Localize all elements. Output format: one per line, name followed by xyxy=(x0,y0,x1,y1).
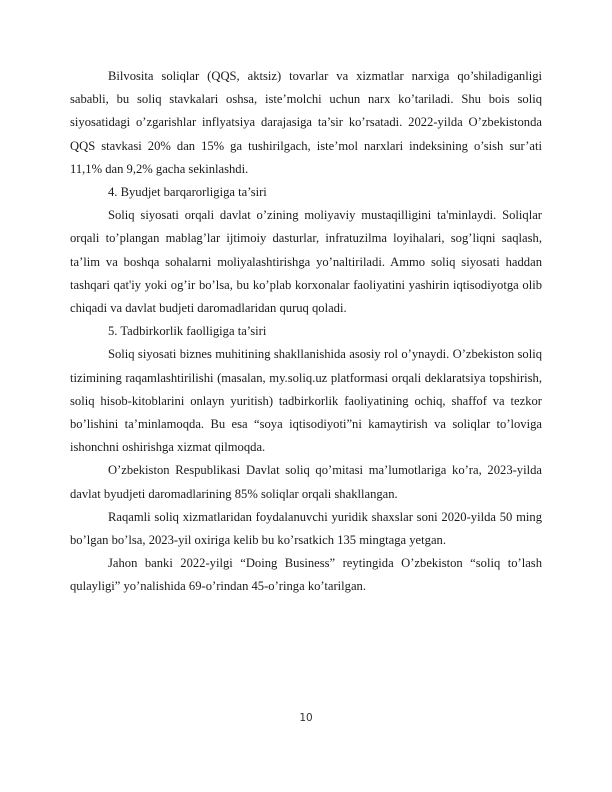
section-heading-entrepreneurship: 5. Tadbirkorlik faolligiga ta’siri xyxy=(108,324,267,339)
paragraph-tax-committee-data: O’zbekiston Respublikasi Davlat soliq qo’mitasi ma’lumotlariga ko’ra, 2023-yilda davlat byudjeti daromadlarining 85% soliqlar orqali shakllangan. xyxy=(70,463,542,501)
paragraph-digital-tax-services: Raqamli soliq xizmatlaridan foydalanuvchi yuridik shaxslar soni 2020-yilda 50 ming bo’lgan bo’lsa, 2023-yil oxiriga kelib bu ko’rsatkich 135 mingtaga yetgan. xyxy=(70,509,542,548)
paragraph-budget-stability: Soliq siyosati orqali davlat o’zining moliyaviy mustaqilligini ta'minlaydi. Soliqlar orqali to’plangan mablag’lar ijtimoiy dasturlar, infratuzilma loyihalari, sog’liqni saqlash, ta’lim va boshqa sohalarni moliyalashtirishga yo’naltiriladi. Ammo soliq siyosati haddan tashqari qat'iy yoki og’ir bo’lsa, bu ko’plab korxonalar faoliyatini yashirin iqtisodiyotga olib chiqadi va davlat budjeti daromadlaridan quruq qoladi. xyxy=(70,208,542,316)
page-number: 10 xyxy=(299,712,313,724)
section-heading-budget-stability: 4. Byudjet barqarorligiga ta’siri xyxy=(108,185,267,200)
paragraph-business-environment: Soliq siyosati biznes muhitining shakllanishida asosiy rol o’ynaydi. O’zbekiston soliq tizimining raqamlashtirilishi (masalan, my.soliq.uz platformasi orqali deklaratsiya topshirish, soliq hisob-kitoblarini onlayn yuritish) tadbirkorlik faoliyatining ochiq, shaffof va tezkor bo’lishini ta’minlamoqda. Bu esa “soya iqtisodiyoti”ni kamaytirish va soliqlar to’loviga ishonchni oshirishga xizmat qilmoqda. xyxy=(70,347,542,455)
paragraph-world-bank-rating: Jahon banki 2022-yilgi “Doing Business” reytingida O’zbekiston “soliq to’lash qulayligi” yo’nalishida 69-o’rindan 45-o’ringa ko’tarilgan. xyxy=(70,556,542,594)
paragraph-indirect-taxes: Bilvosita soliqlar (QQS, aktsiz) tovarlar va xizmatlar narxiga qo’shiladiganligi sababli, bu soliq stavkalari oshsa, iste’molchi uchun narx ko’tariladi. Shu bois soliq siyosatidagi o’zgarishlar inflyatsiya darajasiga ta’sir ko’rsatadi. 2022-yilda O’zbekistonda QQS stavkasi 20% dan 15% ga tushirilgach, iste’mol narxlari indeksining o’sish sur’ati 11,1% dan 9,2% gacha sekinlashdi. xyxy=(70,69,542,176)
document-page xyxy=(70,65,542,599)
